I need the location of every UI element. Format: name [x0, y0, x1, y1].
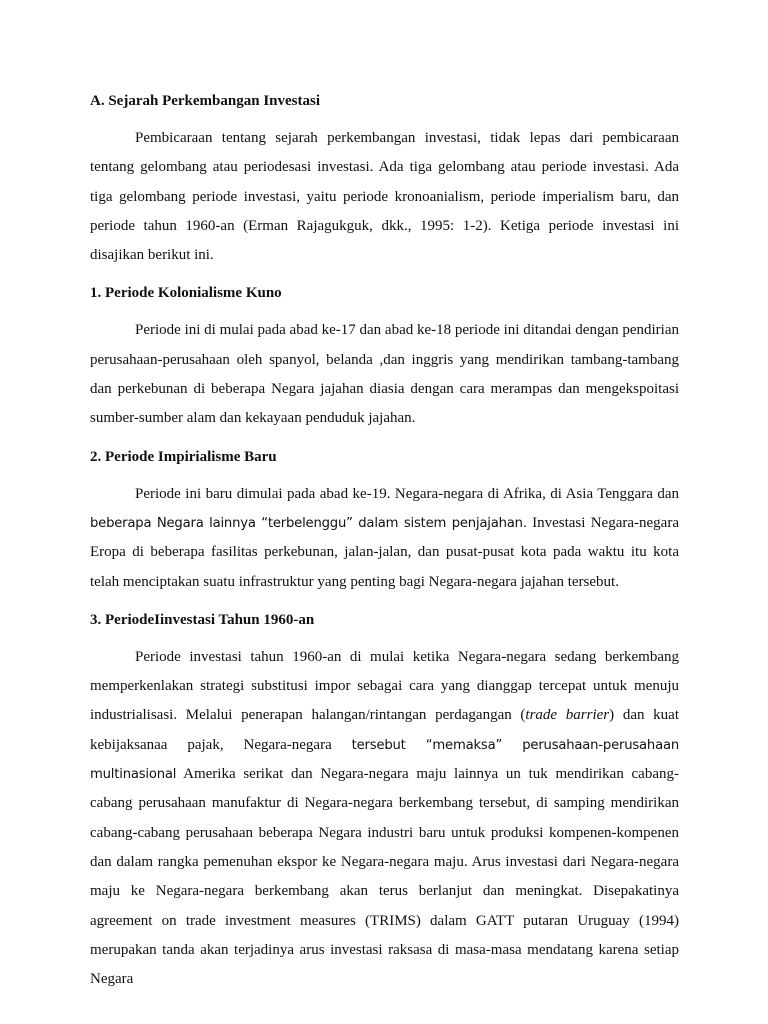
- period-2-text-sans: beberapa Negara lainnya “terbelenggu” dalam sistem penjajahan.: [90, 515, 527, 531]
- period-1-heading: 1. Periode Kolonialisme Kuno: [90, 285, 282, 302]
- intro-paragraph: Pembicaraan tentang sejarah perkembangan investasi, tidak lepas dari pembicaraan tentang gelombang atau periodesasi investasi. Ada tiga gelombang atau periode investasi. Ada tiga gelombang periode investasi, yaitu periode kronoanialism, periode imperialism baru, dan periode tahun 1960-an (Erman Rajagukguk, dkk., 1995: 1-2). Ketiga periode investasi ini disajikan berikut ini.: [90, 130, 679, 264]
- section-title: A. Sejarah Perkembangan Investasi: [90, 93, 321, 109]
- period-2-heading: 2. Periode Impirialisme Baru: [90, 448, 277, 465]
- period-1-paragraph: Periode ini di mulai pada abad ke-17 dan abad ke-18 periode ini ditandai dengan pendirian perusahaan-perusahaan oleh spanyol, belanda ,dan inggris yang mendirikan tambang-tambang dan perkebunan di beberapa Negara jajahan diasia dengan cara merampas dan mengekspoitasi sumber-sumber alam dan kekayaan penduduk jajahan.: [90, 322, 679, 427]
- period-3-text-italic: trade barrier: [525, 707, 610, 724]
- period-3-text-b: ) dan kuat kebijaksanaa pajak, Negara-negara: [90, 707, 679, 753]
- period-3-text-sans: tersebut “memaksa” perusahaan-perusahaan multinasional: [90, 737, 679, 783]
- period-3-text-a: Periode investasi tahun 1960-an di mulai ketika Negara-negara sedang berkembang memperkenlakan strategi substitusi impor sebagai cara yang dianggap tercepat untuk menuju industrialisasi. Melalui penerapan halangan/rintangan perdagangan (: [90, 648, 679, 724]
- period-3-paragraph: [90, 643, 679, 995]
- period-2-paragraph: [90, 480, 679, 597]
- period-2-text-b: Investasi Negara-negara Eropa di beberapa fasilitas perkebunan, jalan-jalan, dan pusat-pusat kota pada waktu itu kota telah menciptakan suatu infrastruktur yang penting bagi Negara-negara jajahan tersebut.: [90, 514, 679, 590]
- document-body: [90, 84, 679, 994]
- period-3-text-c: Amerika serikat dan Negara-negara maju lainnya un tuk mendirikan cabang-cabang perusahaan manufaktur di Negara-negara berkembang tersebut, di samping mendirikan cabang-cabang perusahaan beberapa Negara industri baru untuk produksi kompenen-kompenen dan dalam rangka pemenuhan ekspor ke Negara-negara maju. Arus investasi dari Negara-negara maju ke Negara-negara berkembang akan terus berlanjut dan meningkat. Disepakatinya agreement on trade investment measures (TRIMS) dalam GATT putaran Uruguay (1994) merupakan tanda akan terjadinya arus investasi raksasa di masa-masa mendatang karena setiap Negara: [90, 766, 679, 988]
- period-3-heading: 3. PeriodeIinvestasi Tahun 1960-an: [90, 611, 315, 628]
- period-2-text-a: Periode ini baru dimulai pada abad ke-19. Negara-negara di Afrika, di Asia Tenggara dan: [135, 485, 679, 502]
